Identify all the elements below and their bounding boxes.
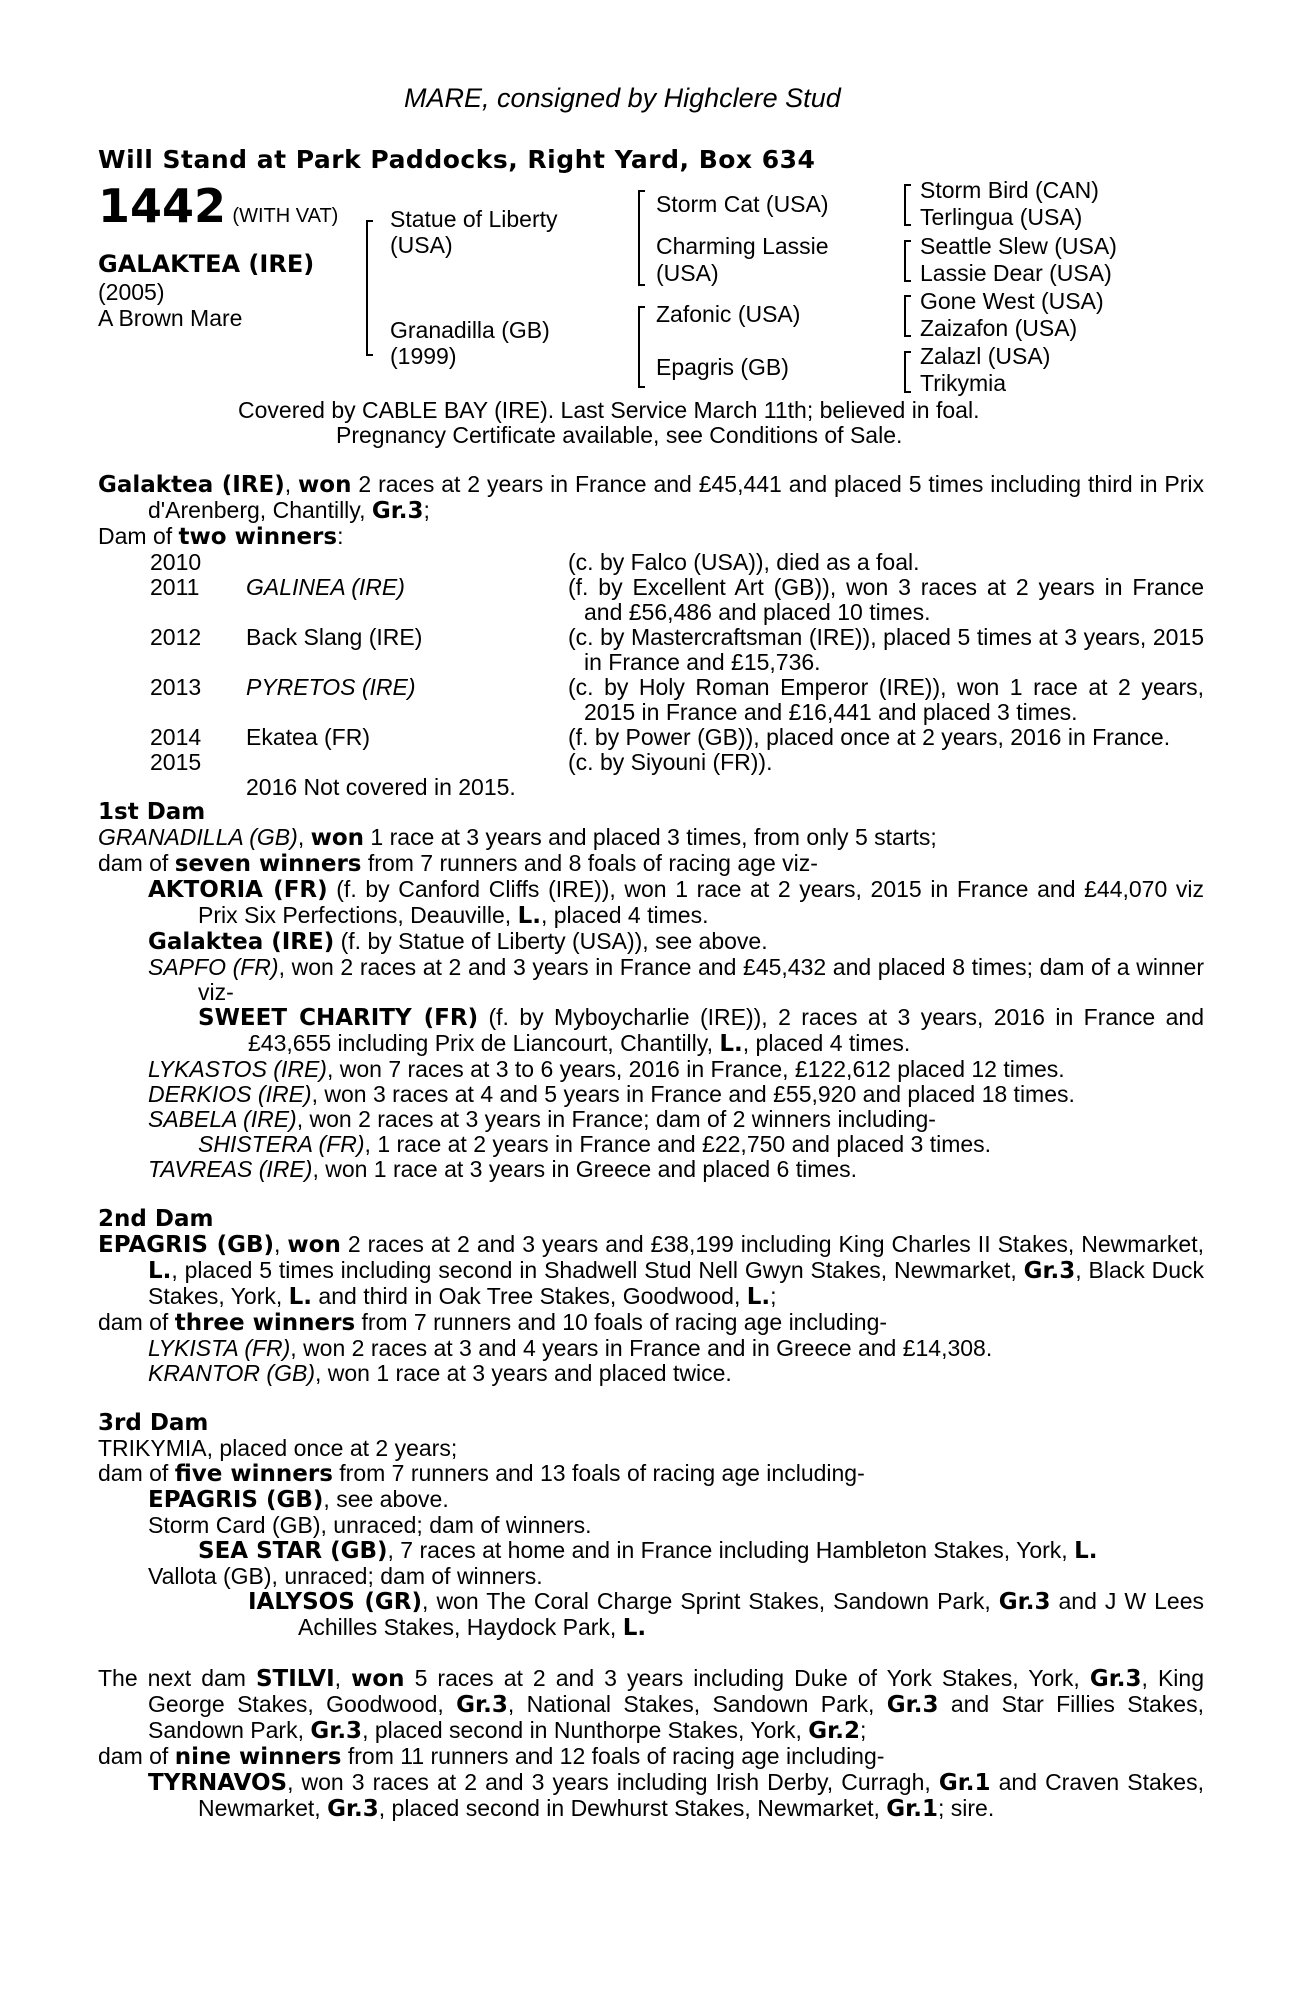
brace-gen3-4 [904, 351, 911, 393]
stilvi-g4: Gr.3 [310, 1718, 363, 1744]
krantor-entry [98, 1361, 1204, 1386]
sea-star-text: , 7 races at home and in France including Hambleton Stakes, York, [387, 1537, 1075, 1563]
brace-gen2-bottom [638, 306, 645, 388]
derkios-entry [98, 1082, 1204, 1107]
aktoria-entry [98, 877, 1204, 929]
pedigree-g1: Storm Bird (CAN) [920, 177, 1099, 203]
stilvi-won: won [351, 1666, 405, 1692]
brace-gen3-2 [904, 240, 911, 282]
stilvi-a: The next dam [98, 1665, 256, 1691]
pedigree-g2: Terlingua (USA) [920, 204, 1083, 230]
brace-gen3-1 [904, 184, 911, 226]
storm-card-entry: Storm Card (GB), unraced; dam of winners. [148, 1512, 592, 1538]
epagris-g3: L. [288, 1284, 313, 1310]
lykista-name: LYKISTA (FR) [148, 1335, 291, 1361]
pedigree-g6: Zaizafon (USA) [920, 315, 1078, 341]
stilvi-comma: , [334, 1665, 352, 1691]
ialysos-name: IALYSOS (GR) [248, 1589, 423, 1615]
produce-name [246, 750, 568, 775]
produce-desc: (f. by Power (GB)), placed once at 2 years, 2016 in France. [568, 724, 1171, 750]
krantor-name: KRANTOR (GB) [148, 1360, 315, 1386]
granadilla-won: won [310, 825, 365, 851]
stilvi-dam-of-count: nine winners [174, 1744, 342, 1770]
galaktea-entry [98, 929, 1204, 955]
granadilla-dam-of-c: from 7 runners and 8 foals of racing age viz- [361, 850, 818, 876]
produce-row [98, 750, 1204, 775]
produce-name [246, 550, 568, 575]
derkios-text: , won 3 races at 4 and 5 years in France and £55,920 and placed 18 times. [311, 1081, 1075, 1107]
cover-line-1: Covered by CABLE BAY (IRE). Last Service March 11th; believed in foal. [238, 397, 980, 423]
ialysos-g2: L. [622, 1615, 647, 1641]
pedigree-dam: Granadilla (GB) [390, 317, 550, 343]
epagris-g2: Gr.3 [1023, 1258, 1076, 1284]
third-dam-heading: 3rd Dam [98, 1410, 209, 1436]
brace-gen2-top [638, 190, 645, 286]
brace-gen1 [366, 220, 373, 356]
pedigree-g5: Gone West (USA) [920, 288, 1104, 314]
produce-name: Back Slang (IRE) [246, 624, 423, 650]
location-line: Will Stand at Park Paddocks, Right Yard, Box 634 [98, 145, 816, 174]
lykista-text: , won 2 races at 3 and 4 years in France and in Greece and £14,308. [290, 1335, 993, 1361]
pedigree-g7: Zalazl (USA) [920, 343, 1051, 369]
trikymia-dam-of-a: dam of [98, 1460, 175, 1486]
pedigree-sire-dam: Charming Lassie [656, 233, 829, 259]
produce-desc: (c. by Falco (USA)), died as a foal. [568, 549, 920, 575]
stilvi-t5: , placed second in Nunthorpe Stakes, York, [362, 1717, 809, 1743]
epagris-name: EPAGRIS (GB) [98, 1232, 275, 1258]
granadilla-name: GRANADILLA (GB) [98, 824, 298, 850]
tyrnavos-t4: ; sire. [937, 1795, 995, 1821]
sweet-charity-text: (f. by Myboycharlie (IRE)), 2 races at 3 years, 2016 in France and £43,655 including Prix de Liancourt, Chantilly, [248, 1004, 1205, 1056]
produce-year: 2011 [150, 574, 200, 600]
shistera-entry [98, 1132, 1204, 1157]
tyrnavos-name: TYRNAVOS [148, 1770, 288, 1796]
produce-desc: (f. by Excellent Art (GB)), won 3 races at 2 years in France and £56,486 and placed 10 times. [568, 574, 1204, 625]
ialysos-t1: , won The Coral Charge Sprint Stakes, Sandown Park, [422, 1588, 999, 1614]
epagris-t3: , Black Duck Stakes, York, [148, 1257, 1204, 1309]
sabela-entry [98, 1107, 1204, 1132]
sapfo-name: SAPFO (FR) [148, 954, 279, 980]
pedigree-dam-dam: Epagris (GB) [656, 354, 789, 380]
epagris-ref-text: , see above. [323, 1486, 449, 1512]
aktoria-grade: L. [517, 903, 541, 929]
lot-block [98, 179, 339, 233]
aktoria-name: AKTORIA (FR) [148, 877, 328, 903]
shistera-name: SHISTERA (FR) [198, 1131, 365, 1157]
trikymia-dam-of-c: from 7 runners and 13 foals of racing age including- [332, 1460, 865, 1486]
horse-description: A Brown Mare [98, 305, 243, 331]
pedigree-sire: Statue of Liberty [390, 206, 558, 232]
epagris-dam-of-count: three winners [174, 1310, 356, 1336]
granadilla-line: GRANADILLA (GB), won 1 race at 3 years and placed 3 times, from only 5 starts; [98, 824, 937, 851]
shistera-text: , 1 race at 2 years in France and £22,750 and placed 3 times. [364, 1131, 992, 1157]
tyrnavos-entry [98, 1770, 1204, 1822]
pedigree-sire-sire: Storm Cat (USA) [656, 191, 829, 217]
lot-number: 1442 [98, 179, 227, 233]
lykastos-name: LYKASTOS (IRE) [148, 1056, 327, 1082]
second-dam-heading: 2nd Dam [98, 1206, 214, 1232]
pedigree-g3: Seattle Slew (USA) [920, 233, 1117, 259]
catalogue-body [98, 472, 1204, 1822]
epagris-ref-name: EPAGRIS (GB) [148, 1487, 324, 1513]
granadilla-text: 1 race at 3 years and placed 3 times, from only 5 starts; [364, 824, 937, 850]
epagris-dam-of [98, 1310, 1204, 1336]
produce-row [98, 675, 1204, 725]
epagris-paragraph: EPAGRIS (GB), won 2 races at 2 and 3 years and £38,199 including King Charles II Stakes, Newmarket, L., placed 5 times including second in Shadwell Stud Nell Gwyn Stakes, Newmarket, Gr.3, Black Duck Stakes, York, L. and third in Oak Tree Stakes, Goodwood, L.; [98, 1231, 1204, 1310]
lykastos-entry [98, 1057, 1204, 1082]
pedigree-g4: Lassie Dear (USA) [920, 260, 1112, 286]
stilvi-t4: and Star Fillies Stakes, Sandown Park, [148, 1691, 1204, 1743]
stilvi-g2: Gr.3 [456, 1692, 508, 1718]
produce-desc: (c. by Mastercraftsman (IRE)), placed 5 times at 3 years, 2015 in France and £15,736. [568, 624, 1204, 675]
produce-desc: (c. by Siyouni (FR)). [568, 749, 773, 775]
tyrnavos-g2: Gr.3 [327, 1796, 379, 1822]
epagris-g4: L. [746, 1284, 771, 1310]
pedigree-g8: Trikymia [920, 370, 1007, 396]
stilvi-name: STILVI [255, 1666, 335, 1692]
sabela-text: , won 2 races at 3 years in France; dam of 2 winners including- [296, 1106, 936, 1132]
lykastos-text: , won 7 races at 3 to 6 years, 2016 in France, £122,612 placed 12 times. [326, 1056, 1065, 1082]
pedigree-sire-country: (USA) [390, 232, 453, 258]
produce-year: 2013 [150, 674, 202, 700]
brace-gen3-3 [904, 295, 911, 337]
dam-of-line [98, 524, 1204, 550]
stilvi-t2: , King George Stakes, Goodwood, [148, 1665, 1204, 1717]
aktoria-end: , placed 4 times. [540, 902, 709, 928]
pedigree-dam-year: (1999) [390, 343, 457, 369]
stilvi-g5: Gr.2 [808, 1718, 860, 1744]
horse-name: GALAKTEA (IRE) [98, 250, 315, 278]
derkios-name: DERKIOS (IRE) [148, 1081, 312, 1107]
pedigree-sire-dam-country: (USA) [656, 260, 719, 286]
sea-star-entry [98, 1538, 1204, 1564]
lykista-entry [98, 1336, 1204, 1361]
tavreas-text: , won 1 race at 3 years in Greece and placed 6 times. [312, 1156, 858, 1182]
sabela-name: SABELA (IRE) [148, 1106, 297, 1132]
produce-desc: (c. by Holy Roman Emperor (IRE)), won 1 race at 2 years, 2015 in France and £16,441 and placed 3 times. [568, 674, 1204, 725]
produce-year: 2014 [150, 724, 202, 750]
stilvi-t3: , National Stakes, Sandown Park, [507, 1691, 887, 1717]
produce-row [98, 575, 1204, 625]
stilvi-dam-of [98, 1744, 1204, 1770]
epagris-dam-of-a: dam of [98, 1309, 175, 1335]
aktoria-text: (f. by Canford Cliffs (IRE)), won 1 race at 2 years, 2015 in France and £44,070 viz Prix Six Perfections, Deauville, [198, 876, 1204, 928]
dam-of: Dam of [98, 523, 179, 549]
produce-year: 2012 [150, 624, 202, 650]
epagris-t5: ; [770, 1283, 777, 1309]
trikymia-line: TRIKYMIA, placed once at 2 years; [98, 1435, 458, 1461]
epagris-dam-of-c: from 7 runners and 10 foals of racing age including- [355, 1309, 888, 1335]
consignment-title: MARE, consigned by Highclere Stud [404, 83, 841, 113]
stilvi-paragraph [98, 1666, 1204, 1744]
tyrnavos-t1: , won 3 races at 2 and 3 years including Irish Derby, Curragh, [287, 1769, 939, 1795]
produce-name: Ekatea (FR) [246, 724, 370, 750]
first-dam-heading: 1st Dam [98, 799, 206, 825]
stilvi-dam-of-c: from 11 runners and 12 foals of racing age including- [341, 1743, 885, 1769]
not-covered-note: 2016 Not covered in 2015. [246, 774, 516, 800]
stilvi-g1: Gr.3 [1089, 1666, 1142, 1692]
vallota-entry: Vallota (GB), unraced; dam of winners. [148, 1563, 543, 1589]
produce-year: 2015 [150, 749, 202, 775]
cover-line-2: Pregnancy Certificate available, see Conditions of Sale. [336, 422, 903, 448]
vat-label: (WITH VAT) [232, 205, 339, 227]
stilvi-dam-of-a: dam of [98, 1743, 175, 1769]
intro-end: ; [423, 497, 430, 523]
sea-star-grade: L. [1074, 1538, 1098, 1564]
granadilla-dam-of-count: seven winners [174, 851, 362, 877]
ialysos-entry [98, 1589, 1204, 1641]
tyrnavos-t2: and Craven Stakes, Newmarket, [198, 1769, 1204, 1821]
produce-row [98, 625, 1204, 675]
sweet-charity-grade: L. [719, 1031, 743, 1057]
dam-of-count: two winners [178, 524, 338, 550]
sapfo-text: , won 2 races at 2 and 3 years in France and £45,432 and placed 8 times; dam of a winner viz- [198, 954, 1204, 1005]
stilvi-t1: 5 races at 2 and 3 years including Duke of York Stakes, York, [404, 1665, 1090, 1691]
epagris-won: won [287, 1232, 341, 1258]
granadilla-dam-of-a: dam of [98, 850, 175, 876]
intro-paragraph: Galaktea (IRE), won 2 races at 2 years in France and £45,441 and placed 5 times including third in Prix d'Arenberg, Chantilly, Gr.3; [98, 471, 1205, 524]
sweet-charity-entry [98, 1005, 1204, 1057]
pedigree-dam-sire: Zafonic (USA) [656, 301, 801, 327]
epagris-t4: and third in Oak Tree Stakes, Goodwood, [312, 1283, 747, 1309]
stilvi-g3: Gr.3 [886, 1692, 939, 1718]
produce-name: PYRETOS (IRE) [246, 674, 416, 700]
tavreas-entry [98, 1157, 1204, 1182]
stilvi-t6: ; [859, 1717, 867, 1743]
intro-grade: Gr.3 [371, 498, 424, 524]
granadilla-dam-of [98, 851, 1204, 877]
produce-year: 2010 [150, 549, 202, 575]
tavreas-name: TAVREAS (IRE) [148, 1156, 313, 1182]
sweet-charity-end: , placed 4 times. [742, 1030, 911, 1056]
intro-text: 2 races at 2 years in France and £45,441 and placed 5 times including third in Prix d'Arenberg, Chantilly, [148, 471, 1205, 523]
intro-name: Galaktea (IRE) [98, 472, 285, 498]
produce-name: GALINEA (IRE) [246, 574, 405, 600]
trikymia-dam-of-count: five winners [174, 1461, 333, 1487]
galaktea-name: Galaktea (IRE) [148, 929, 335, 955]
ialysos-t2: and J W Lees Achilles Stakes, Haydock Park, [298, 1588, 1205, 1640]
ialysos-g1: Gr.3 [998, 1589, 1051, 1615]
tyrnavos-g1: Gr.1 [938, 1770, 991, 1796]
galaktea-text: (f. by Statue of Liberty (USA)), see above. [334, 928, 768, 954]
produce-row [98, 725, 1204, 750]
tyrnavos-t3: , placed second in Dewhurst Stakes, Newmarket, [378, 1795, 887, 1821]
epagris-t2: , placed 5 times including second in Shadwell Stud Nell Gwyn Stakes, Newmarket, [171, 1257, 1024, 1283]
sapfo-entry [98, 955, 1204, 1005]
tyrnavos-g3: Gr.1 [886, 1796, 938, 1822]
horse-year: (2005) [98, 279, 165, 305]
epagris-t1: 2 races at 2 and 3 years and £38,199 including King Charles II Stakes, Newmarket, [340, 1231, 1204, 1257]
produce-row [98, 550, 1204, 575]
sea-star-name: SEA STAR (GB) [198, 1538, 388, 1564]
sweet-charity-name: SWEET CHARITY (FR) [198, 1005, 479, 1031]
dam-of-colon: : [337, 523, 344, 549]
trikymia-dam-of [98, 1461, 1204, 1487]
intro-won: won [298, 472, 352, 498]
epagris-ref-entry [98, 1487, 1204, 1513]
epagris-g1: L. [148, 1258, 172, 1284]
krantor-text: , won 1 race at 3 years and placed twice. [314, 1360, 732, 1386]
